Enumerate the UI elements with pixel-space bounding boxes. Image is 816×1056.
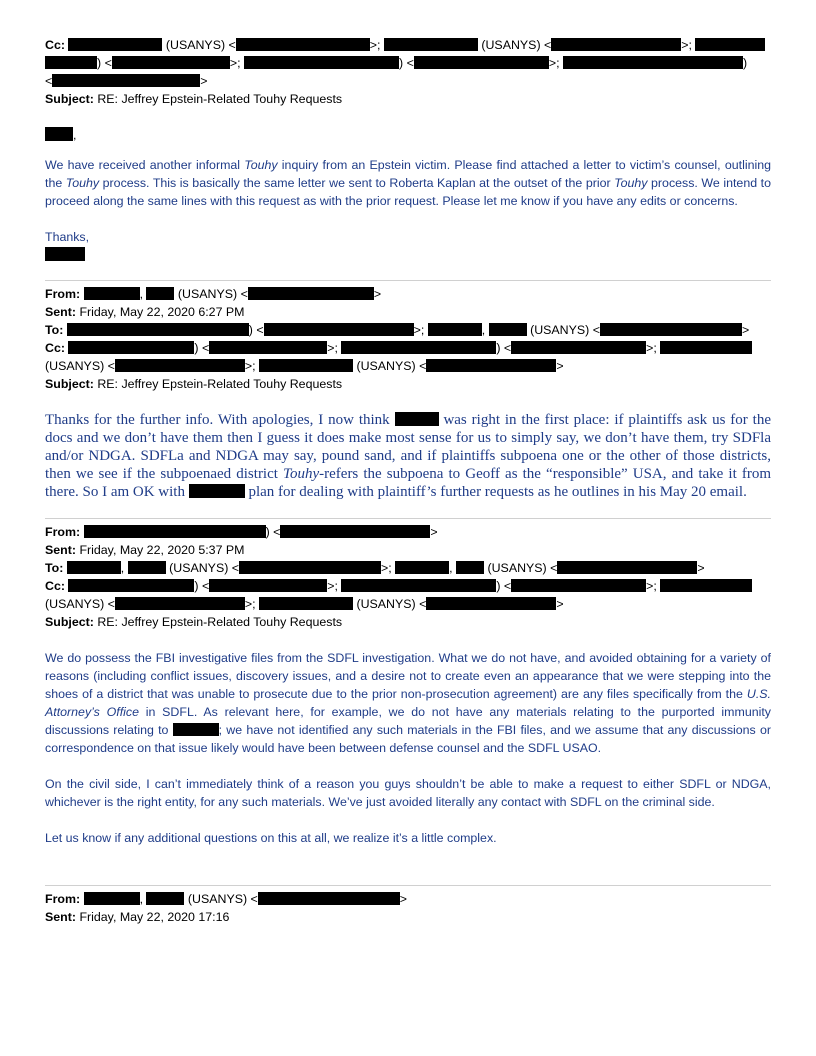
redaction xyxy=(68,579,194,592)
from-line: From: , (USANYS) < > xyxy=(45,892,408,906)
redaction xyxy=(239,561,381,574)
sent-line xyxy=(45,908,771,926)
sent-date: Friday, May 22, 2020 5:37 PM xyxy=(79,543,245,557)
redaction xyxy=(189,484,245,498)
from-label: From: xyxy=(45,287,81,301)
from-org: (USANYS) < xyxy=(177,287,248,301)
separator: >; xyxy=(369,38,381,52)
redaction xyxy=(248,287,374,300)
redaction xyxy=(84,525,266,538)
redaction xyxy=(112,56,230,69)
from-line: From: ) < > xyxy=(45,525,438,539)
to-line: To: , (USANYS) < >; , (USANYS) < > xyxy=(45,561,705,575)
message2-body: Thanks for the further info. With apologies, I now think was right in the first place: if plaintiffs ask us for the docs and we don’t have them then I guess it does make most sense for us to simply say, we don’t have them, try SDFla and/or NDGA. SDFLa and NDGA may say, pound sand, and if plaintiffs subpoena one or the other of those districts, then we see if the subpoenaed district Touhy-refers the subpoena to Geoff as the “responsible” USA, and take it from there. So I am OK with plan for dealing with plaintiff’s further requests as he outlines in his May 20 email. xyxy=(45,412,771,500)
redaction xyxy=(128,561,166,574)
from-label: From: xyxy=(45,892,81,906)
sent-line xyxy=(45,303,771,321)
subject-line xyxy=(45,375,771,393)
to-line: To: ) < >; , (USANYS) < > xyxy=(45,323,750,337)
redaction xyxy=(68,341,194,354)
sent-line xyxy=(45,541,771,559)
redaction xyxy=(84,287,140,300)
redaction xyxy=(146,287,174,300)
redaction xyxy=(52,74,200,87)
cc-line-2: (USANYS) < >; (USANYS) < > xyxy=(45,597,564,611)
subject-line xyxy=(45,90,771,108)
redaction xyxy=(209,341,327,354)
sent-date: Friday, May 22, 2020 6:27 PM xyxy=(79,305,245,319)
paren: ) xyxy=(742,56,748,70)
redaction xyxy=(258,892,400,905)
redaction xyxy=(456,561,484,574)
redaction xyxy=(264,323,414,336)
redaction xyxy=(511,341,646,354)
salutation xyxy=(45,126,771,144)
subject-text: RE: Jeffrey Epstein-Related Touhy Requests xyxy=(97,615,343,629)
subject-text: RE: Jeffrey Epstein-Related Touhy Requests xyxy=(97,377,343,391)
redaction xyxy=(115,597,245,610)
redaction xyxy=(384,38,478,51)
redaction xyxy=(660,341,752,354)
paren: ) xyxy=(97,56,102,70)
redaction xyxy=(209,579,327,592)
redaction xyxy=(45,247,85,261)
redaction xyxy=(68,38,162,51)
redaction xyxy=(173,723,219,736)
separator: >; xyxy=(229,56,241,70)
cc-org: (USANYS) < xyxy=(481,38,552,52)
cc-line-3 xyxy=(45,72,771,90)
comma: , xyxy=(73,128,77,142)
sent-date: Friday, May 22, 2020 17:16 xyxy=(79,910,230,924)
cc-label: Cc: xyxy=(45,579,65,593)
message3-p3: Let us know if any additional questions on this at all, we realize it’s a little complex. xyxy=(45,831,497,845)
subject-line xyxy=(45,613,771,631)
signature xyxy=(45,246,771,264)
redaction xyxy=(695,38,765,51)
message3-p2: On the civil side, I can’t immediately think of a reason you guys shouldn’t be able to make a request to either SDFL or NDGA, whichever is the right entity, for any such materials. We’ve just avoided literally any contact with SDFL on the criminal side. xyxy=(45,777,771,809)
redaction xyxy=(563,56,743,69)
to-label: To: xyxy=(45,561,64,575)
paren: ) xyxy=(398,56,404,70)
cc-line-2 xyxy=(45,54,771,72)
comma: , xyxy=(139,287,144,301)
cc-line-2: (USANYS) < >; (USANYS) < > xyxy=(45,359,564,373)
subject-label: Subject: xyxy=(45,615,94,629)
redaction xyxy=(84,892,140,905)
sent-label: Sent: xyxy=(45,543,76,557)
subject-label: Subject: xyxy=(45,377,94,391)
redaction xyxy=(341,341,496,354)
redaction xyxy=(557,561,697,574)
redaction xyxy=(414,56,549,69)
redaction xyxy=(115,359,245,372)
redaction xyxy=(259,597,353,610)
lt: < xyxy=(104,56,112,70)
redaction xyxy=(236,38,370,51)
redaction xyxy=(45,56,97,69)
cc-line: Cc: ) < >; ) < >; xyxy=(45,577,771,595)
sent-label: Sent: xyxy=(45,910,76,924)
redaction xyxy=(395,412,439,426)
redaction xyxy=(244,56,399,69)
message1-thanks: Thanks, xyxy=(45,230,90,244)
redaction xyxy=(67,323,249,336)
redaction xyxy=(67,561,121,574)
redaction xyxy=(511,579,646,592)
redaction xyxy=(551,38,681,51)
redaction xyxy=(280,525,430,538)
email-page xyxy=(45,36,771,926)
cc-label: Cc: xyxy=(45,341,65,355)
cc-org: (USANYS) < xyxy=(165,38,236,52)
to-org: (USANYS) < xyxy=(530,323,600,337)
from-label: From: xyxy=(45,525,81,539)
redaction xyxy=(660,579,752,592)
cc-line xyxy=(45,36,771,54)
message1-body: We have received another informal Touhy inquiry from an Epstein victim. Please find attached a letter to victim’s counsel, outlining the Touhy process. This is basically the same letter we sent to Roberta Kaplan at the outset of the prior Touhy process. We intend to proceed along the same lines with this request as with the prior request. Please let me know if you have any edits or concerns. xyxy=(45,158,771,208)
gt: > xyxy=(200,74,208,88)
redaction xyxy=(341,579,496,592)
from-line xyxy=(45,285,771,303)
subject-text: RE: Jeffrey Epstein-Related Touhy Requests xyxy=(97,92,343,106)
redaction xyxy=(428,323,482,336)
redaction xyxy=(45,127,73,141)
lt: < xyxy=(406,56,414,70)
redaction xyxy=(395,561,449,574)
cc-line: Cc: ) < >; ) < >; xyxy=(45,339,771,357)
gt: > xyxy=(373,287,382,301)
separator: >; xyxy=(548,56,560,70)
redaction xyxy=(600,323,742,336)
sent-label: Sent: xyxy=(45,305,76,319)
redaction xyxy=(146,892,184,905)
to-label: To: xyxy=(45,323,64,337)
redaction xyxy=(426,359,556,372)
subject-label: Subject: xyxy=(45,92,94,106)
lt: < xyxy=(45,74,53,88)
separator: >; xyxy=(681,38,692,52)
redaction xyxy=(426,597,556,610)
cc-label: Cc: xyxy=(45,38,65,52)
redaction xyxy=(259,359,353,372)
redaction xyxy=(489,323,527,336)
message3-p1: We do possess the FBI investigative files from the SDFL investigation. What we do not have, and avoided obtaining for a variety of reasons (including conflict issues, discovery issues, and a desire not to create even an appearance that we were stepping into the shoes of a district that was unable to prosecute due to the prior non-prosecution agreement) are any files specifically from the U.S. Attorney’s Office in SDFL. As relevant here, for example, we do not have any materials relating to the purported immunity discussions relating to ; we have not identified any such materials in the FBI files, and we assume that any discussions or correspondence on that issue likely would have been between defense counsel and the SDFL USAO. xyxy=(45,651,771,755)
